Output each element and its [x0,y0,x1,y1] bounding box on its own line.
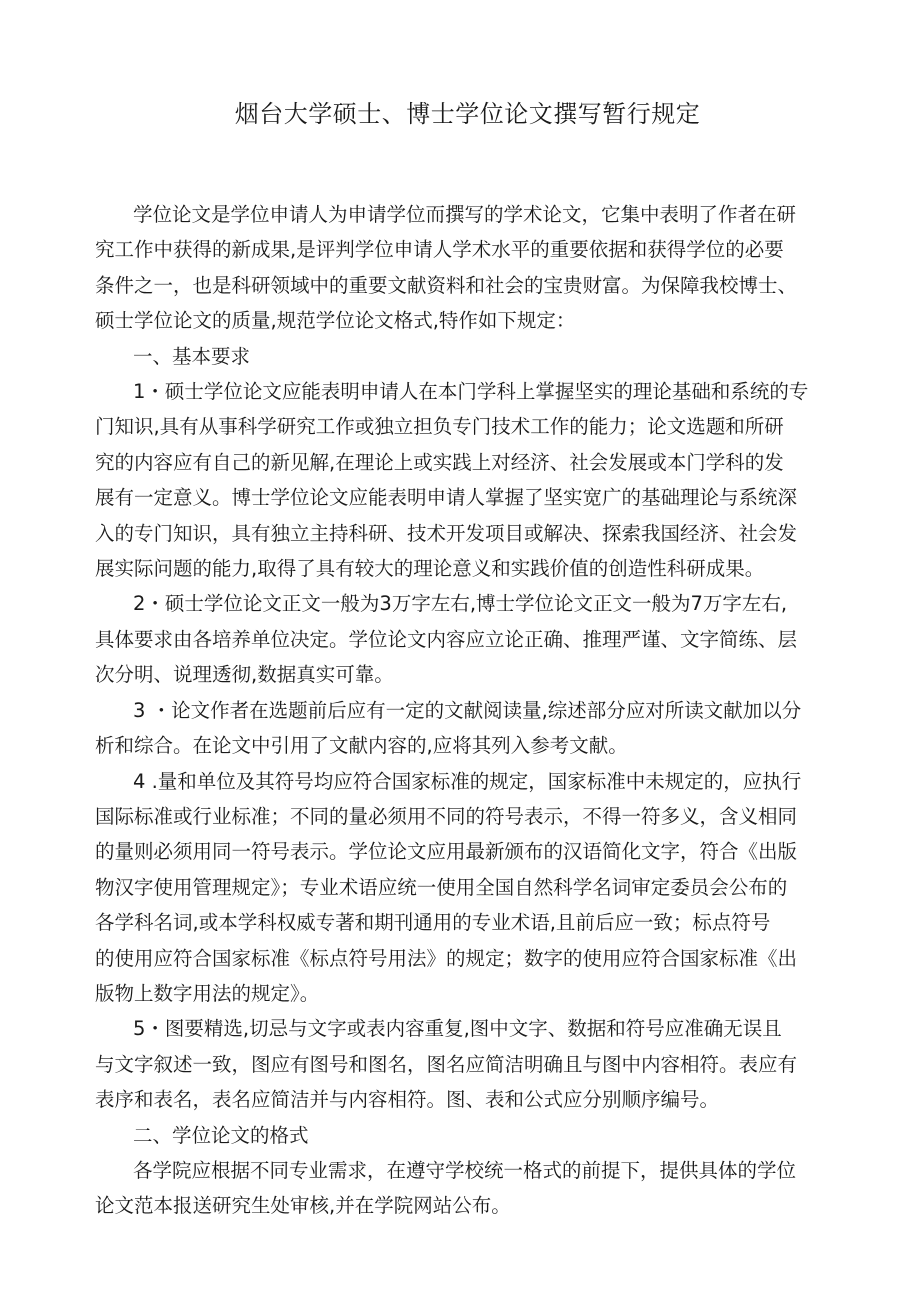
paragraph [95,1153,815,1224]
text-line: 的使用应符合国家标准《标点符号用法》的规定；数字的使用应符合国家标准《出 [95,946,798,970]
text-line: 物汉字使用管理规定》；专业术语应统一使用全国自然科学名词审定委员会公布的 [95,875,788,899]
text-line: 各学院应根据不同专业需求，在遵守学校统一格式的前提下，提供具体的学位 [133,1158,797,1182]
text-line: 究的内容应有自己的新见解,在理论上或实践上对经济、社会发展或本门学科的发 [95,450,784,474]
text-line: 次分明、说理透彻,数据真实可靠。 [95,663,394,687]
text-line: 门知识,具有从事科学研究工作或独立担负专门技术工作的能力；论文选题和所研 [95,415,784,439]
text-line: 的量则必须用同一符号表示。学位论文应用最新颁布的汉语简化文字，符合《出版 [95,840,798,864]
text-line: 4 .量和单位及其符号均应符合国家标准的规定，国家标准中未规定的，应执行 [133,769,802,793]
text-line: 3 ・论文作者在选题前后应有一定的文献阅读量,综述部分应对所读文献加以分 [133,698,802,722]
paragraph [95,764,815,1012]
text-line: 一、基本要求 [133,344,251,368]
text-line: 条件之一，也是科研领域中的重要文献资料和社会的宝贵财富。为保障我校博士、 [95,273,798,297]
text-line: 展实际问题的能力,取得了具有较大的理论意义和实践价值的创造性科研成果。 [95,557,765,581]
document-title: 烟台大学硕士、博士学位论文撰写暂行规定 [234,100,701,128]
text-line: 2・硕士学位论文正文一般为3万字左右,博士学位论文正文一般为7万字左右, [133,592,788,616]
text-line: 究工作中获得的新成果,是评判学位申请人学术水平的重要依据和获得学位的必要 [95,238,784,262]
paragraph [95,693,815,764]
text-line: 版物上数字用法的规定》。 [95,981,320,1005]
text-line: 展有一定意义。博士学位论文应能表明申请人掌握了坚实宽广的基础理论与系统深 [95,486,798,510]
text-line: 具体要求由各培养单位决定。学位论文内容应立论正确、推理严谨、文字简练、层 [95,627,798,651]
text-line: 二、学位论文的格式 [133,1123,309,1147]
paragraph [95,339,815,374]
paragraph [95,586,815,692]
text-line: 入的专门知识，具有独立主持科研、技术开发项目或解决、探索我国经济、社会发 [95,521,798,545]
text-line: 1・硕士学位论文应能表明申请人在本门学科上掌握坚实的理论基础和系统的专 [133,380,809,404]
paragraph [95,374,815,586]
text-line: 论文范本报送研究生处审核,并在学院网站公布。 [95,1194,511,1218]
document-body [95,197,815,1224]
text-line: 各学科名词,或本学科权威专著和期刊通用的专业术语,且前后应一致；标点符号 [95,911,771,935]
text-line: 与文字叙述一致，图应有图号和图名，图名应简洁明确且与图中内容相符。表应有 [95,1052,798,1076]
paragraph [95,1011,815,1117]
text-line: 学位论文是学位申请人为申请学位而撰写的学术论文，它集中表明了作者在研 [133,203,797,226]
paragraph [95,197,815,339]
text-line: 硕士学位论文的质量,规范学位论文格式,特作如下规定： [95,309,576,333]
paragraph [95,1118,815,1153]
text-line: 国际标准或行业标准；不同的量必须用不同的符号表示，不得一符多义，含义相同 [95,804,798,828]
text-line: 5・图要精选,切忌与文字或表内容重复,图中文字、数据和符号应准确无误且 [133,1017,782,1041]
text-line: 表序和表名，表名应简洁并与内容相符。图、表和公式应分别顺序编号。 [95,1088,720,1112]
text-line: 析和综合。在论文中引用了文献内容的,应将其列入参考文献。 [95,734,628,758]
